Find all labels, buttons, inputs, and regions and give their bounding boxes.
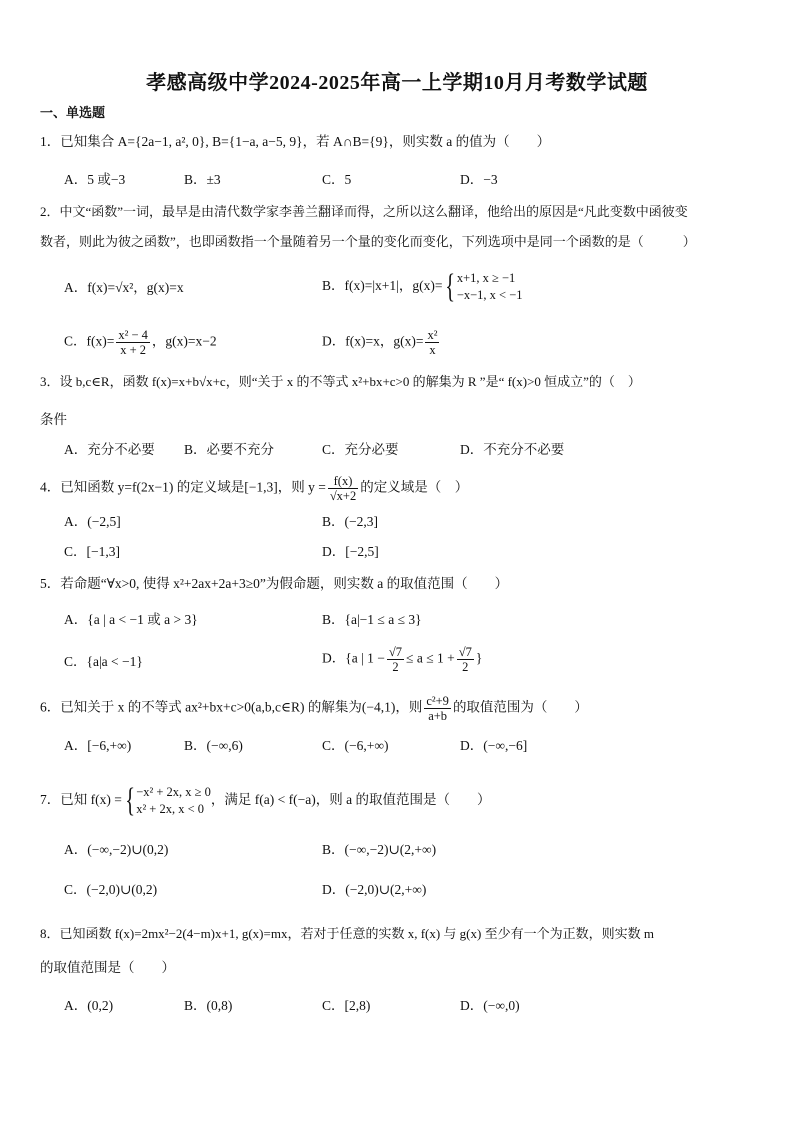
q8-option-a: A．(0,2) xyxy=(64,998,114,1013)
q2-option-b xyxy=(322,270,523,304)
fraction xyxy=(387,645,404,674)
q5-stem: 5．若命题“∀x>0, 使得 x²+2ax+2a+3≥0”为假命题，则实数 a 的取值范围（ ） xyxy=(40,576,509,591)
q7-option-a: A．(−∞,−2)∪(0,2) xyxy=(64,842,169,857)
piecewise-cases xyxy=(457,270,523,304)
q8-stem: 8．已知函数 f(x)=2mx²−2(4−m)x+1, g(x)=mx，若对于任意的实数 x, f(x) 与 g(x) 至少有一个为正数，则实数 m xyxy=(40,926,654,941)
q2-option-c-suffix: ，g(x)=x−2 xyxy=(151,333,217,349)
piecewise-cases xyxy=(136,784,211,818)
q6-stem-prefix: 6．已知关于 x 的不等式 ax²+bx+c>0(a,b,c∈R) 的解集为(−4,1)，则 xyxy=(40,699,423,715)
q5-option-d-prefix: D．{a | 1 − xyxy=(322,650,385,666)
q2-option-d-prefix: D．f(x)=x，g(x)= xyxy=(322,333,424,349)
q5-option-c: C．{a|a < −1} xyxy=(64,654,143,669)
q1-option-c: C．5 xyxy=(322,172,352,187)
q5-option-d-suffix: } xyxy=(475,650,483,666)
q1-option-d: D．−3 xyxy=(460,172,498,187)
q5-option-a: A．{a | a < −1 或 a > 3} xyxy=(64,612,198,627)
fraction-numerator: √7 xyxy=(458,645,472,659)
q5-option-b: B．{a|−1 ≤ a ≤ 3} xyxy=(322,612,422,627)
q7-option-c: C．(−2,0)∪(0,2) xyxy=(64,882,158,897)
case-line: x+1, x ≥ −1 xyxy=(456,271,516,285)
fraction-denominator: x xyxy=(429,343,436,357)
q7-option-b: B．(−∞,−2)∪(2,+∞) xyxy=(322,842,437,857)
fraction-numerator: f(x) xyxy=(328,474,358,489)
q7-stem-suffix: ，满足 f(a) < f(−a)，则 a 的取值范围是（ ） xyxy=(210,792,491,808)
fraction-denominator: 2 xyxy=(462,660,469,674)
fraction xyxy=(424,694,451,723)
q6-stem-suffix: 的取值范围为（ ） xyxy=(452,699,588,715)
fraction-numerator: √7 xyxy=(388,645,403,659)
q3-option-b: B．必要不充分 xyxy=(184,442,275,457)
q2-stem-line1: 2．中文“函数”一词，最早是由清代数学家李善兰翻译而得，之所以这么翻译，他给出的原因是“凡此变数中函彼变 xyxy=(40,204,688,219)
q1-option-a: A．5 或−3 xyxy=(64,172,126,187)
page-title: 孝感高级中学2024-2025年高一上学期10月月考数学试题 xyxy=(146,72,648,94)
q2-option-d xyxy=(322,328,441,357)
q6-option-a: A．[−6,+∞) xyxy=(64,738,132,753)
q6-stem xyxy=(40,694,588,723)
q7-option-d: D．(−2,0)∪(2,+∞) xyxy=(322,882,427,897)
q8-stem-cont: 的取值范围是（ ） xyxy=(40,960,175,975)
fraction xyxy=(457,645,474,674)
q1-option-b: B．±3 xyxy=(184,172,221,187)
q4-stem xyxy=(40,474,468,503)
q1-stem: 1．已知集合 A={2a−1, a², 0}, B={1−a, a−5, 9}，若 A∩B={9}，则实数 a 的值为（ ） xyxy=(40,134,551,149)
q3-option-d: D．不充分不必要 xyxy=(460,442,565,457)
q4-stem-suffix: 的定义域是（ ） xyxy=(360,479,469,495)
q5-option-d-mid: ≤ a ≤ 1 + xyxy=(406,650,455,666)
case-line: −x−1, x < −1 xyxy=(456,288,523,302)
fraction-denominator: 2 xyxy=(392,660,399,674)
q7-stem-prefix: 7．已知 f(x) = xyxy=(40,792,122,808)
q4-stem-prefix: 4．已知函数 y=f(2x−1) 的定义域是[−1,3]，则 y = xyxy=(40,479,326,495)
q4-option-d: D．[−2,5] xyxy=(322,544,379,559)
fraction-numerator: c²+9 xyxy=(426,694,449,708)
q6-option-c: C．(−6,+∞) xyxy=(322,738,389,753)
brace-symbol: { xyxy=(445,268,456,305)
case-line: −x² + 2x, x ≥ 0 xyxy=(136,785,211,799)
q4-option-a: A．(−2,5] xyxy=(64,514,121,529)
case-line: x² + 2x, x < 0 xyxy=(136,802,205,816)
q6-option-b: B．(−∞,6) xyxy=(184,738,243,753)
q5-option-d xyxy=(322,645,482,674)
q4-option-b: B．(−2,3] xyxy=(322,514,378,529)
q3-stem-cont: 条件 xyxy=(40,412,67,427)
fraction-denominator: a+b xyxy=(428,709,448,723)
q8-option-c: C．[2,8) xyxy=(322,998,371,1013)
fraction-numerator: x² − 4 xyxy=(118,328,148,342)
q4-option-c: C．[−1,3] xyxy=(64,544,120,559)
q2-option-b-prefix: B．f(x)=|x+1|，g(x)= xyxy=(322,278,443,294)
section-heading: 一、单选题 xyxy=(40,105,106,120)
q2-option-c xyxy=(64,328,217,357)
q3-option-a: A．充分不必要 xyxy=(64,442,155,457)
q2-stem-line2: 数者，则此为彼之函数”，也即函数指一个量随着另一个量的变化而变化，下列选项中是同一个函数的是（ ） xyxy=(40,234,696,249)
q3-stem: 3．设 b,c∈R，函数 f(x)=x+b√x+c，则“关于 x 的不等式 x²+bx+c>0 的解集为 R ”是“ f(x)>0 恒成立”的（ ） xyxy=(40,374,641,389)
q6-option-d: D．(−∞,−6] xyxy=(460,738,528,753)
fraction-denominator: x + 2 xyxy=(120,343,147,357)
q7-stem xyxy=(40,784,490,818)
q3-option-c: C．充分必要 xyxy=(322,442,399,457)
q2-option-a: A．f(x)=√x²，g(x)=x xyxy=(64,280,184,295)
fraction-numerator: x² xyxy=(427,328,438,342)
q8-option-b: B．(0,8) xyxy=(184,998,233,1013)
q8-option-d: D．(−∞,0) xyxy=(460,998,520,1013)
brace-symbol: { xyxy=(125,782,135,819)
fraction-denominator: √x+2 xyxy=(329,489,357,503)
q2-option-c-prefix: C．f(x)= xyxy=(64,333,115,349)
fraction xyxy=(425,328,439,357)
fraction xyxy=(328,474,358,503)
fraction xyxy=(116,328,150,357)
